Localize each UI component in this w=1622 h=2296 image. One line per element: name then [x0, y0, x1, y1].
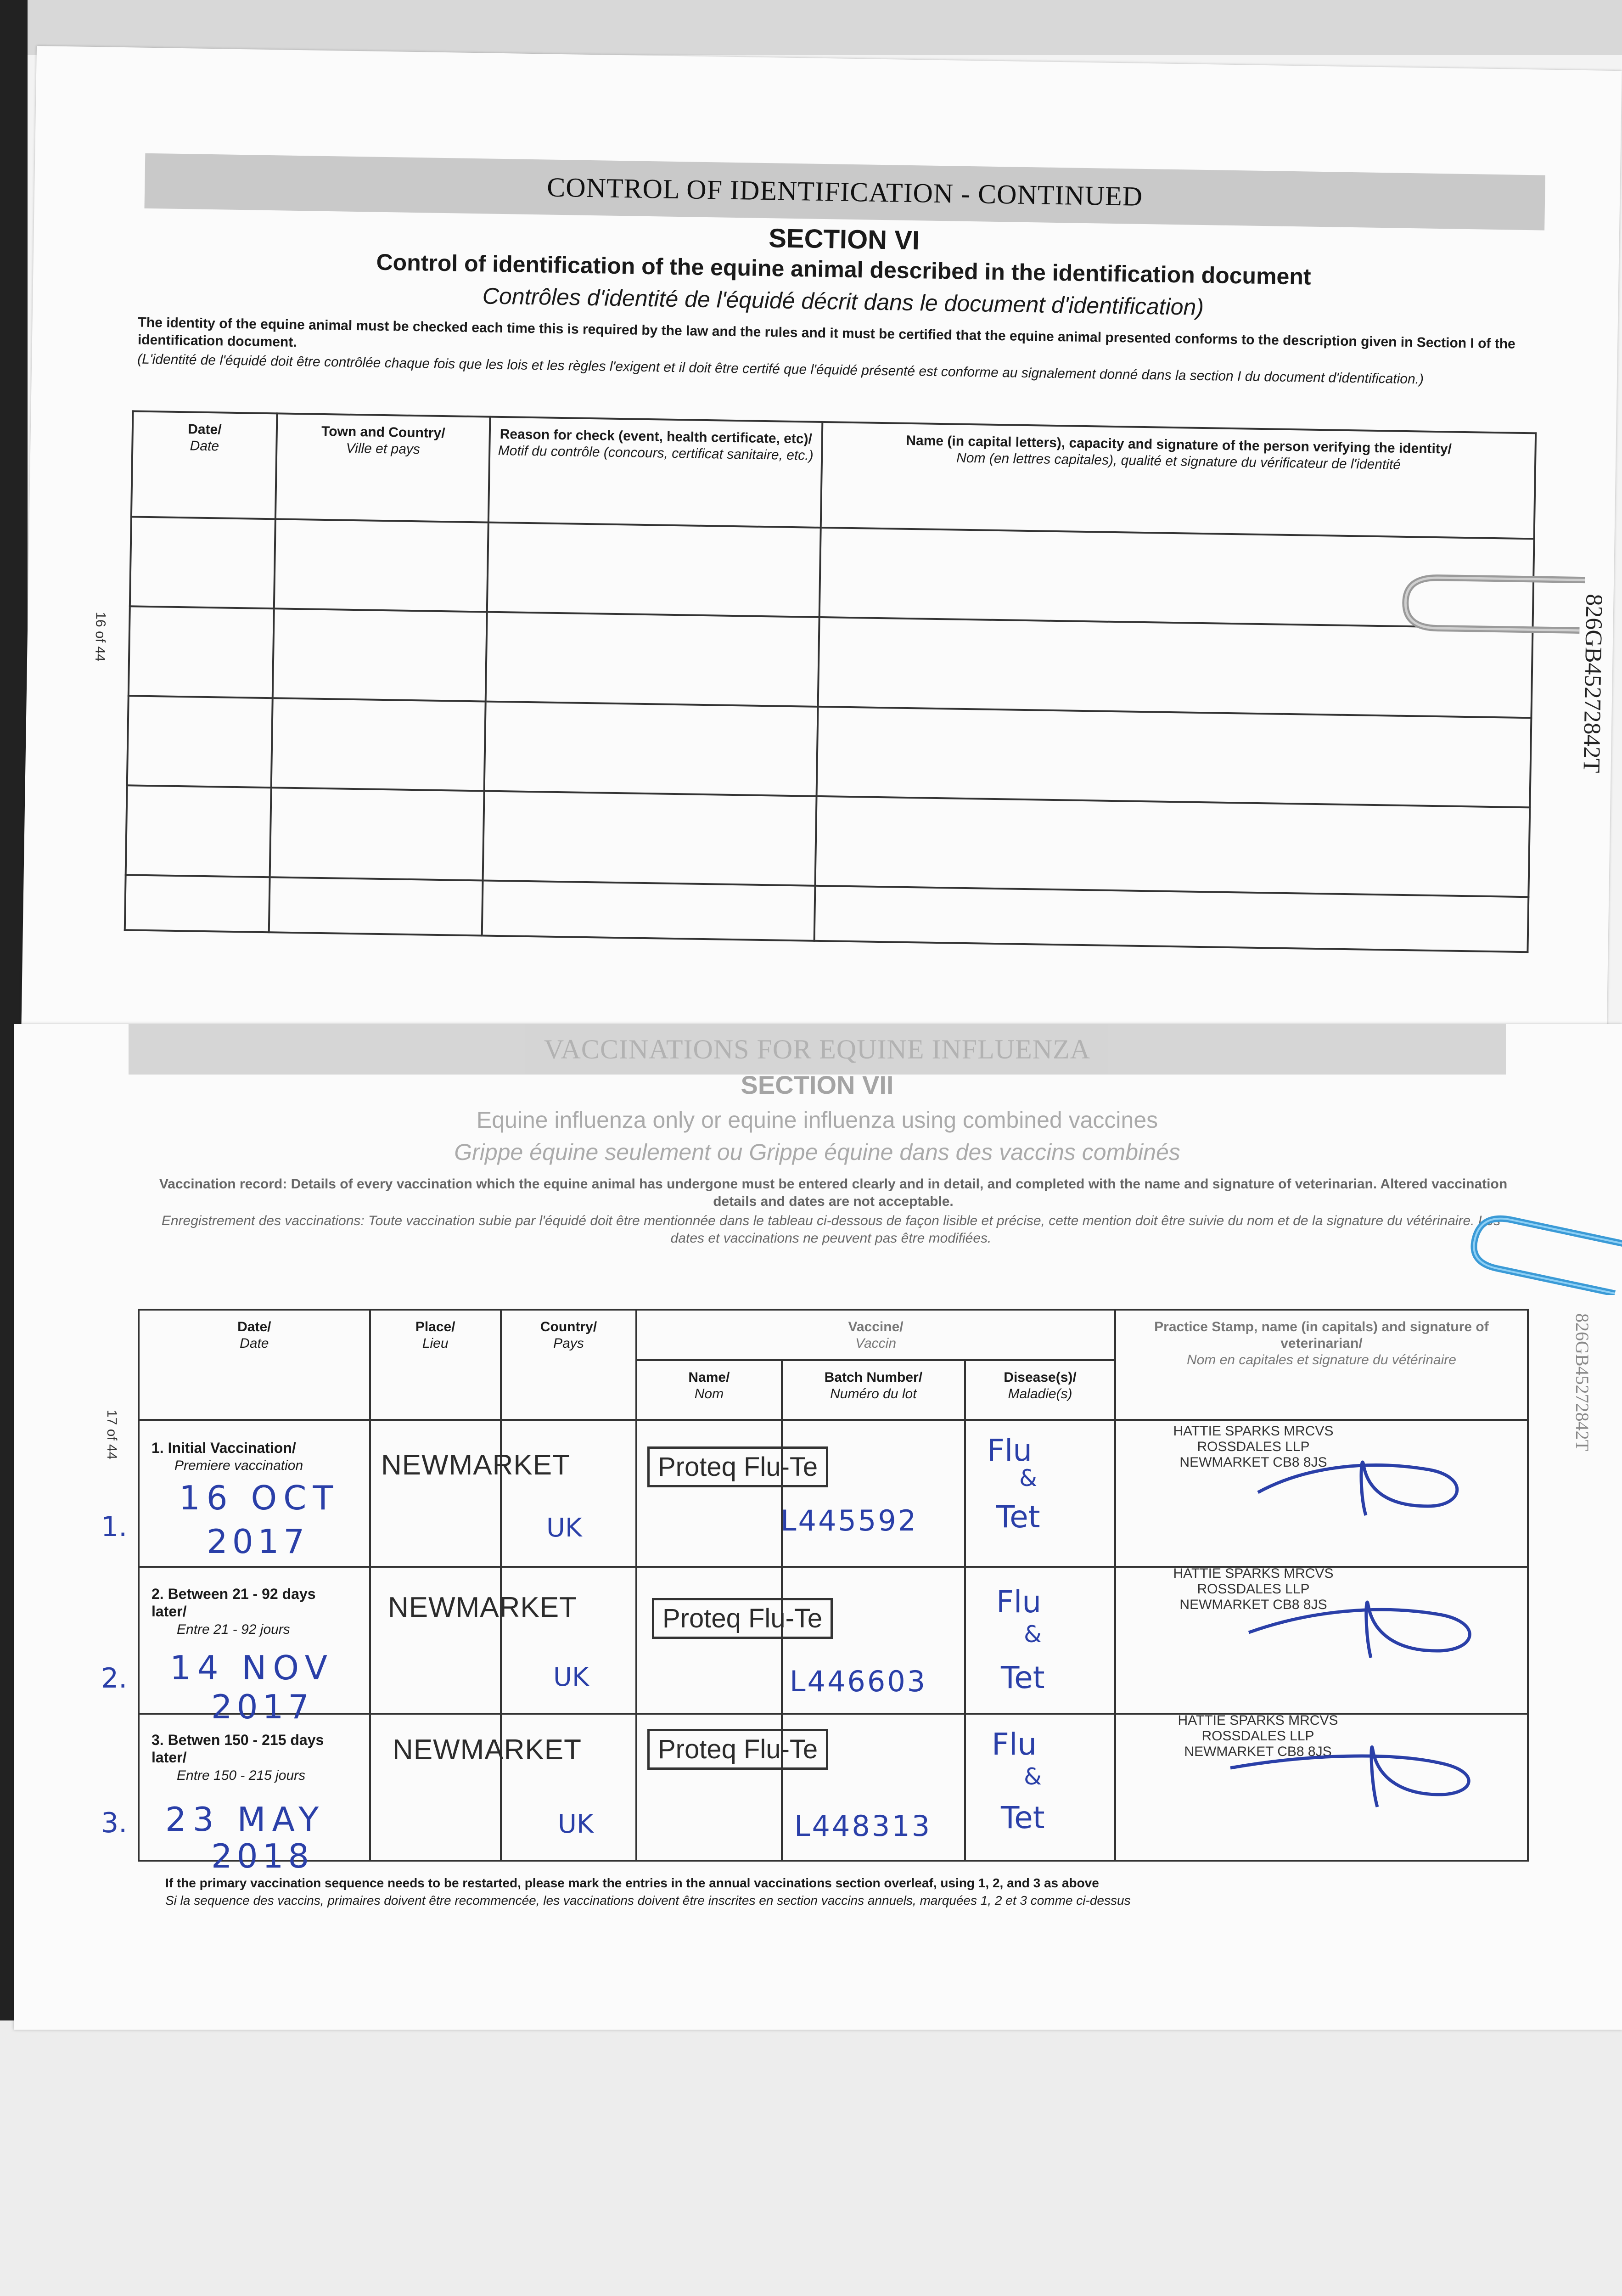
section-title: SECTION VI [768, 223, 920, 256]
country-value: UK [558, 1809, 594, 1839]
vet-name: HATTIE SPARKS MRCVS [1173, 1424, 1334, 1439]
vet-address: NEWMARKET CB8 8JS [1179, 1597, 1327, 1612]
place-stamp: NEWMARKET [393, 1734, 582, 1766]
col-vaccine: Vaccine/ Vaccin [636, 1310, 1115, 1360]
banner-title: CONTROL OF IDENTIFICATION - CONTINUED [546, 172, 1143, 212]
paper-clip-icon [1446, 1208, 1622, 1295]
vaccination-date-year: 2017 [211, 1688, 314, 1726]
row-label-fr: Entre 150 - 215 jours [177, 1768, 306, 1783]
vaccine-name-stamp: Proteq Flu-Te [647, 1446, 828, 1487]
footer-note-fr: Si la sequence des vaccins, primaires doivent être recommencée, les vaccinations doivent être inscrites en section vaccins annuels, marquées 1, 2 et 3 comme ci-dessus [165, 1893, 1131, 1908]
disease-line-2: & [1024, 1621, 1042, 1648]
place-stamp: NEWMARKET [388, 1592, 577, 1623]
disease-line-2: & [1019, 1465, 1037, 1491]
col-place: Place/ Lieu [370, 1310, 501, 1420]
page-17 [14, 1024, 1622, 2030]
intro-en: Vaccination record: Details of every vaccination which the equine animal has undergone must be entered clearly and in detail, and completed with the name and signature of veterinarian. Altered vaccination details and dates are not acceptable. [159, 1176, 1508, 1209]
page-number: 16 of 44 [92, 612, 108, 662]
intro-fr: (L'identité de l'équidé doit être contrôlée chaque fois que les lois et les règles l'exigent et il doit être certifé que l'équidé présenté est conforme au signalement donné dans la section I du document d'identification.) [137, 351, 1424, 387]
vet-name: HATTIE SPARKS MRCVS [1178, 1713, 1338, 1728]
batch-number: L445592 [780, 1504, 918, 1537]
paper-clip-icon [1396, 568, 1589, 640]
intro-en: The identity of the equine animal must be checked each time this is required by the law and the rules and it must be certified that the equine animal presented conforms to the description given in Section I of the identification document. [137, 315, 1516, 352]
page-16 [21, 46, 1622, 1058]
intro-fr: Enregistrement des vaccinations: Toute vaccination subie par l'équidé doit être mentionnée dans le tableau ci-dessous de façon lisible et précise, cette mention doit être suivie du nom et de la signature du vétérinaire. Les dates et vaccinations ne peuvent pas être modifiées. [161, 1213, 1501, 1246]
col-reason: Reason for check (event, health certificate, etc)/ Motif du contrôle (concours, certificat sanitaire, etc.) [488, 417, 823, 528]
place-stamp: NEWMARKET [381, 1449, 570, 1481]
row-label-fr: Entre 21 - 92 jours [177, 1622, 290, 1637]
side-document-id: 826GB45272842T [1572, 1313, 1593, 1451]
vet-practice: ROSSDALES LLP [1201, 1728, 1314, 1744]
background-top [0, 0, 1622, 55]
vet-practice: ROSSDALES LLP [1197, 1581, 1310, 1597]
vaccination-date-day: 14 NOV [170, 1649, 334, 1687]
banner-title: VACCINATIONS FOR EQUINE INFLUENZA [544, 1034, 1091, 1064]
col-verifier: Name (in capital letters), capacity and signature of the person verifying the identity/ Nom (en lettres capitales), qualité et signature du vérificateur de l'identité [821, 422, 1536, 539]
row-label: 1. Initial Vaccination/ [152, 1440, 296, 1456]
col-batch-number: Batch Number/ Numéro du lot [782, 1360, 965, 1420]
section-title: SECTION VII [741, 1070, 894, 1099]
batch-number: L448313 [794, 1809, 932, 1843]
disease-line-2: & [1024, 1763, 1042, 1790]
heading-en: Equine influenza only or equine influenza using combined vaccines [476, 1107, 1158, 1133]
vaccine-name-stamp: Proteq Flu-Te [652, 1598, 833, 1639]
vaccination-date-year: 2018 [211, 1837, 314, 1875]
col-date: Date/ Date [131, 411, 277, 519]
signature-icon [1244, 1577, 1520, 1669]
identification-table [124, 410, 1537, 953]
background-bottom [0, 2020, 1622, 2296]
page-number: 17 of 44 [104, 1410, 119, 1460]
row-number: 1. [101, 1511, 128, 1543]
vaccination-date-day: 23 MAY [165, 1800, 326, 1839]
heading-fr: Contrôles d'identité de l'équidé décrit dans le document d'identification) [482, 283, 1204, 320]
col-town-country: Town and Country/ Ville et pays [275, 413, 490, 522]
signature-icon [1253, 1437, 1492, 1529]
vet-address: NEWMARKET CB8 8JS [1184, 1744, 1332, 1759]
disease-line-1: Flu [992, 1727, 1037, 1762]
heading-fr: Grippe équine seulement ou Grippe équine dans des vaccins combinés [454, 1139, 1180, 1165]
disease-line-1: Flu [987, 1433, 1033, 1468]
vaccination-date-day: 16 OCT [179, 1479, 340, 1517]
disease-line-1: Flu [996, 1584, 1042, 1620]
section-banner [129, 1024, 1506, 1075]
col-country: Country/ Pays [501, 1310, 637, 1420]
disease-line-3: Tet [1001, 1660, 1045, 1695]
footer-note-en: If the primary vaccination sequence needs to be restarted, please mark the entries in the annual vaccinations section overleaf, using 1, 2, and 3 as above [165, 1876, 1099, 1890]
vet-address: NEWMARKET CB8 8JS [1179, 1455, 1327, 1470]
col-date: Date/ Date [139, 1310, 370, 1420]
vet-name: HATTIE SPARKS MRCVS [1173, 1566, 1334, 1581]
heading-en: Control of identification of the equine animal described in the identification document [376, 249, 1311, 290]
vet-practice: ROSSDALES LLP [1197, 1439, 1310, 1454]
col-vaccine-name: Name/ Nom [636, 1360, 781, 1420]
country-value: UK [553, 1662, 589, 1692]
row-label: 3. Betwen 150 - 215 days later/ [152, 1732, 324, 1766]
row-label: 2. Between 21 - 92 days later/ [152, 1586, 316, 1620]
col-practice-stamp: Practice Stamp, name (in capitals) and signature of veterinarian/ Nom en capitales et signature du vétérinaire [1115, 1310, 1528, 1420]
disease-line-3: Tet [1001, 1800, 1045, 1835]
row-number: 3. [101, 1807, 128, 1839]
row-number: 2. [101, 1662, 128, 1694]
row-label-fr: Premiere vaccination [174, 1458, 303, 1473]
country-value: UK [546, 1513, 582, 1543]
vaccine-name-stamp: Proteq Flu-Te [647, 1729, 828, 1770]
disease-line-3: Tet [996, 1499, 1040, 1535]
batch-number: L446603 [790, 1665, 927, 1698]
col-disease: Disease(s)/ Maladie(s) [965, 1360, 1115, 1420]
vaccination-date-year: 2017 [207, 1522, 309, 1561]
signature-icon [1226, 1717, 1529, 1814]
side-document-id: 826GB45272842T [1578, 593, 1607, 773]
